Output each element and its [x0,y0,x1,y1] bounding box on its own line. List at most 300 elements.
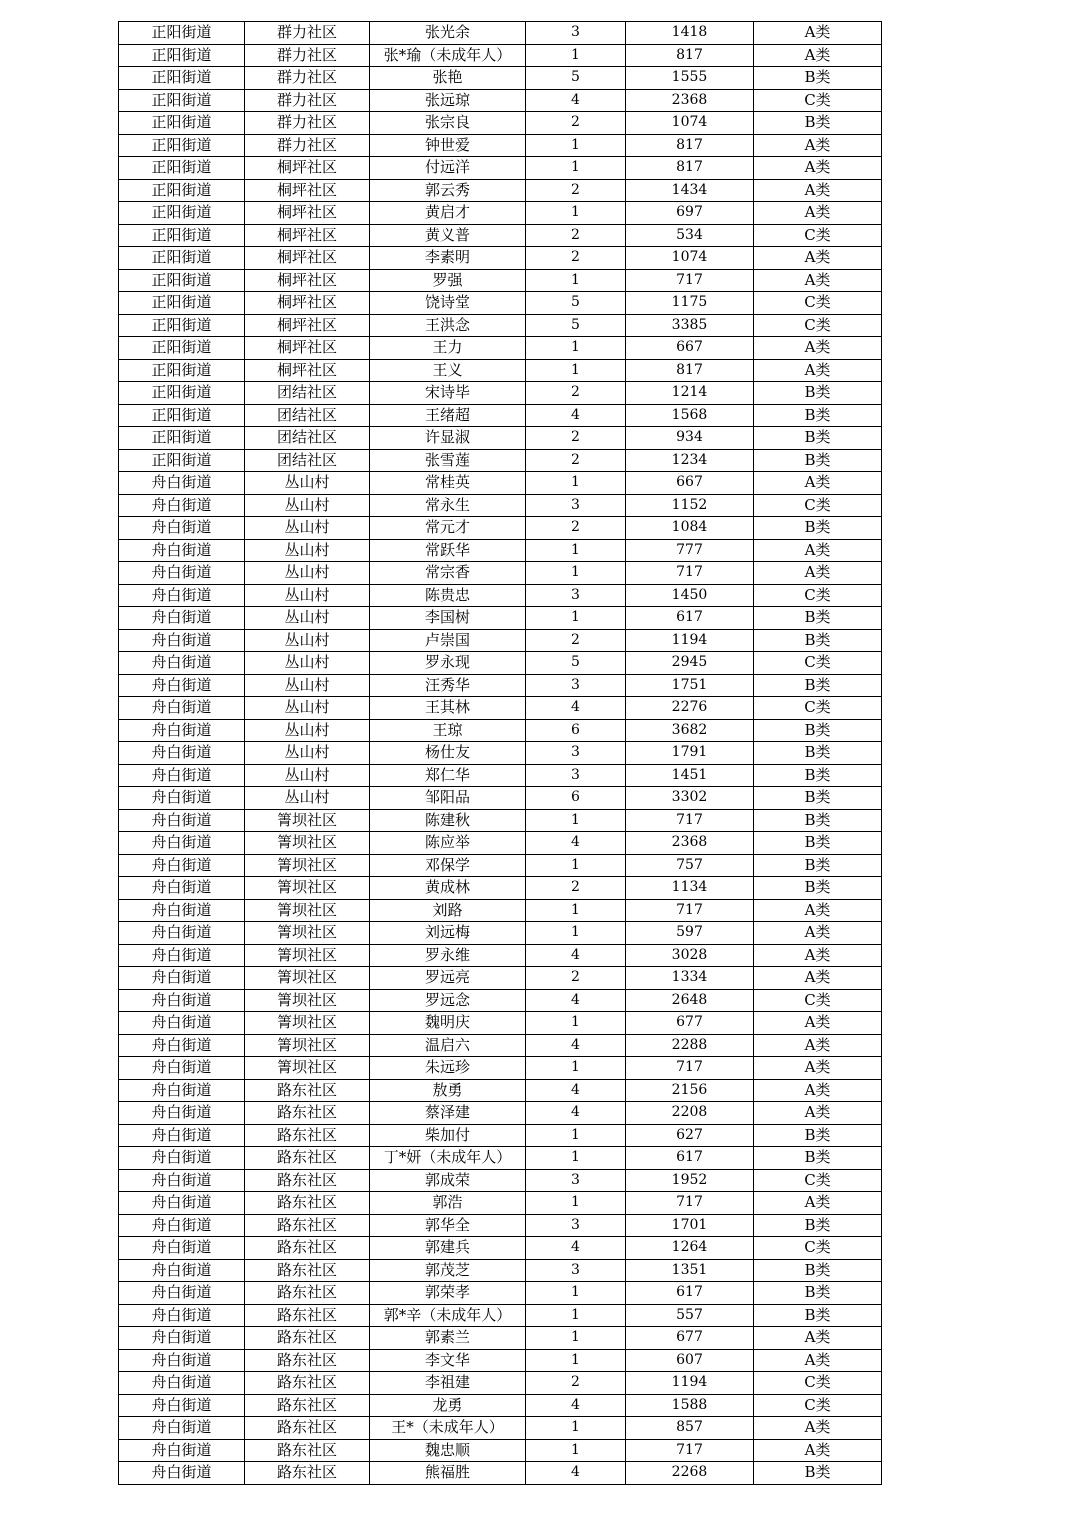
name-cell: 王力 [370,337,526,360]
table-row [119,1192,882,1215]
household-size-cell: 1 [526,337,626,360]
community-cell: 箐坝社区 [245,1012,370,1035]
name-cell: 杨仕友 [370,742,526,765]
household-size-cell: 3 [526,764,626,787]
name-cell: 罗永维 [370,944,526,967]
household-size-cell: 1 [526,1327,626,1350]
category-cell: B类 [754,674,882,697]
table-row [119,652,882,675]
household-size-cell: 4 [526,944,626,967]
household-size-cell: 1 [526,1417,626,1440]
name-cell: 李文华 [370,1349,526,1372]
community-cell: 桐坪社区 [245,247,370,270]
name-cell: 张艳 [370,67,526,90]
table-row [119,742,882,765]
community-cell: 路东社区 [245,1079,370,1102]
table-row [119,404,882,427]
household-size-cell: 1 [526,922,626,945]
amount-cell: 3028 [626,944,754,967]
street-cell: 舟白街道 [119,1304,245,1327]
category-cell: B类 [754,1214,882,1237]
name-cell: 刘远梅 [370,922,526,945]
name-cell: 温启六 [370,1034,526,1057]
amount-cell: 817 [626,157,754,180]
community-cell: 丛山村 [245,742,370,765]
community-cell: 群力社区 [245,112,370,135]
name-cell: 黄成林 [370,877,526,900]
street-cell: 舟白街道 [119,809,245,832]
category-cell: B类 [754,1304,882,1327]
household-size-cell: 2 [526,382,626,405]
street-cell: 舟白街道 [119,1124,245,1147]
household-size-cell: 2 [526,449,626,472]
category-cell: A类 [754,1439,882,1462]
street-cell: 舟白街道 [119,652,245,675]
amount-cell: 717 [626,269,754,292]
household-size-cell: 1 [526,809,626,832]
table-row [119,382,882,405]
table-row [119,1417,882,1440]
household-size-cell: 2 [526,517,626,540]
amount-cell: 817 [626,134,754,157]
name-cell: 宋诗毕 [370,382,526,405]
category-cell: C类 [754,584,882,607]
community-cell: 路东社区 [245,1327,370,1350]
street-cell: 正阳街道 [119,202,245,225]
name-cell: 柴加付 [370,1124,526,1147]
category-cell: A类 [754,539,882,562]
community-cell: 桐坪社区 [245,202,370,225]
category-cell: B类 [754,449,882,472]
name-cell: 王其林 [370,697,526,720]
community-cell: 路东社区 [245,1349,370,1372]
amount-cell: 717 [626,1439,754,1462]
street-cell: 舟白街道 [119,1102,245,1125]
community-cell: 箐坝社区 [245,967,370,990]
community-cell: 路东社区 [245,1394,370,1417]
amount-cell: 1568 [626,404,754,427]
name-cell: 陈应举 [370,832,526,855]
street-cell: 舟白街道 [119,832,245,855]
household-size-cell: 6 [526,719,626,742]
street-cell: 舟白街道 [119,719,245,742]
table-row [119,1304,882,1327]
household-size-cell: 4 [526,404,626,427]
amount-cell: 1074 [626,247,754,270]
community-cell: 丛山村 [245,719,370,742]
category-cell: B类 [754,607,882,630]
category-cell: B类 [754,427,882,450]
amount-cell: 607 [626,1349,754,1372]
community-cell: 丛山村 [245,584,370,607]
name-cell: 魏明庆 [370,1012,526,1035]
table-row [119,1214,882,1237]
household-size-cell: 1 [526,539,626,562]
community-cell: 路东社区 [245,1147,370,1170]
amount-cell: 1234 [626,449,754,472]
street-cell: 舟白街道 [119,517,245,540]
community-cell: 群力社区 [245,44,370,67]
amount-cell: 1134 [626,877,754,900]
name-cell: 张远琼 [370,89,526,112]
name-cell: 郑仁华 [370,764,526,787]
name-cell: 汪秀华 [370,674,526,697]
category-cell: A类 [754,922,882,945]
community-cell: 丛山村 [245,787,370,810]
amount-cell: 677 [626,1012,754,1035]
table-row [119,719,882,742]
community-cell: 路东社区 [245,1102,370,1125]
community-cell: 路东社区 [245,1282,370,1305]
community-cell: 团结社区 [245,449,370,472]
category-cell: B类 [754,1462,882,1485]
amount-cell: 1952 [626,1169,754,1192]
table-body [119,22,882,1485]
community-cell: 路东社区 [245,1439,370,1462]
household-size-cell: 1 [526,359,626,382]
household-size-cell: 5 [526,292,626,315]
street-cell: 正阳街道 [119,67,245,90]
name-cell: 郭成荣 [370,1169,526,1192]
category-cell: C类 [754,1237,882,1260]
amount-cell: 717 [626,562,754,585]
name-cell: 蔡泽建 [370,1102,526,1125]
household-size-cell: 2 [526,967,626,990]
household-size-cell: 3 [526,494,626,517]
category-cell: C类 [754,1372,882,1395]
name-cell: 罗远念 [370,989,526,1012]
street-cell: 舟白街道 [119,562,245,585]
table-row [119,922,882,945]
amount-cell: 2648 [626,989,754,1012]
household-size-cell: 4 [526,1462,626,1485]
household-size-cell: 4 [526,1102,626,1125]
community-cell: 群力社区 [245,22,370,45]
amount-cell: 1791 [626,742,754,765]
table-row [119,134,882,157]
table-row [119,1349,882,1372]
household-size-cell: 2 [526,877,626,900]
household-size-cell: 1 [526,1192,626,1215]
category-cell: A类 [754,1327,882,1350]
amount-cell: 1175 [626,292,754,315]
category-cell: A类 [754,337,882,360]
name-cell: 李祖建 [370,1372,526,1395]
table-row [119,89,882,112]
name-cell: 罗强 [370,269,526,292]
street-cell: 正阳街道 [119,292,245,315]
street-cell: 舟白街道 [119,584,245,607]
street-cell: 正阳街道 [119,427,245,450]
amount-cell: 1214 [626,382,754,405]
name-cell: 张*瑜（未成年人） [370,44,526,67]
category-cell: C类 [754,89,882,112]
amount-cell: 1084 [626,517,754,540]
household-size-cell: 2 [526,179,626,202]
community-cell: 丛山村 [245,652,370,675]
amount-cell: 757 [626,854,754,877]
name-cell: 敖勇 [370,1079,526,1102]
household-size-cell: 3 [526,584,626,607]
category-cell: A类 [754,1034,882,1057]
street-cell: 舟白街道 [119,697,245,720]
household-size-cell: 2 [526,224,626,247]
amount-cell: 1418 [626,22,754,45]
community-cell: 桐坪社区 [245,157,370,180]
table-row [119,269,882,292]
name-cell: 王义 [370,359,526,382]
community-cell: 丛山村 [245,607,370,630]
household-size-cell: 1 [526,607,626,630]
community-cell: 箐坝社区 [245,922,370,945]
table-row [119,179,882,202]
community-cell: 路东社区 [245,1462,370,1485]
street-cell: 舟白街道 [119,967,245,990]
amount-cell: 1152 [626,494,754,517]
street-cell: 正阳街道 [119,134,245,157]
category-cell: A类 [754,944,882,967]
household-size-cell: 2 [526,427,626,450]
amount-cell: 667 [626,472,754,495]
name-cell: 郭荣孝 [370,1282,526,1305]
name-cell: 付远洋 [370,157,526,180]
household-size-cell: 2 [526,1372,626,1395]
category-cell: B类 [754,382,882,405]
name-cell: 邹阳品 [370,787,526,810]
category-cell: B类 [754,112,882,135]
street-cell: 舟白街道 [119,1439,245,1462]
street-cell: 正阳街道 [119,269,245,292]
table-row [119,67,882,90]
table-row [119,1012,882,1035]
category-cell: C类 [754,652,882,675]
community-cell: 桐坪社区 [245,179,370,202]
street-cell: 舟白街道 [119,1462,245,1485]
name-cell: 朱远珍 [370,1057,526,1080]
table-row [119,809,882,832]
household-size-cell: 2 [526,629,626,652]
street-cell: 舟白街道 [119,1214,245,1237]
name-cell: 郭茂芝 [370,1259,526,1282]
amount-cell: 617 [626,1282,754,1305]
community-cell: 团结社区 [245,427,370,450]
table-row [119,292,882,315]
name-cell: 郭建兵 [370,1237,526,1260]
household-size-cell: 3 [526,742,626,765]
category-cell: B类 [754,1147,882,1170]
household-size-cell: 1 [526,1439,626,1462]
table-row [119,1079,882,1102]
household-size-cell: 5 [526,314,626,337]
name-cell: 罗永现 [370,652,526,675]
category-cell: B类 [754,787,882,810]
household-size-cell: 3 [526,22,626,45]
community-cell: 箐坝社区 [245,809,370,832]
street-cell: 舟白街道 [119,1417,245,1440]
category-cell: A类 [754,1192,882,1215]
amount-cell: 2276 [626,697,754,720]
category-cell: B类 [754,1259,882,1282]
name-cell: 常永生 [370,494,526,517]
name-cell: 李国树 [370,607,526,630]
table-row [119,1034,882,1057]
community-cell: 路东社区 [245,1417,370,1440]
table-row [119,989,882,1012]
table-row [119,1057,882,1080]
amount-cell: 717 [626,899,754,922]
amount-cell: 1434 [626,179,754,202]
amount-cell: 1264 [626,1237,754,1260]
community-cell: 箐坝社区 [245,877,370,900]
category-cell: A类 [754,157,882,180]
community-cell: 桐坪社区 [245,337,370,360]
community-cell: 群力社区 [245,67,370,90]
category-cell: A类 [754,562,882,585]
amount-cell: 1588 [626,1394,754,1417]
table-row [119,337,882,360]
amount-cell: 1334 [626,967,754,990]
name-cell: 郭云秀 [370,179,526,202]
street-cell: 舟白街道 [119,1147,245,1170]
table-row [119,1394,882,1417]
amount-cell: 2156 [626,1079,754,1102]
community-cell: 箐坝社区 [245,989,370,1012]
household-size-cell: 3 [526,1259,626,1282]
amount-cell: 2208 [626,1102,754,1125]
name-cell: 常跃华 [370,539,526,562]
name-cell: 王琼 [370,719,526,742]
table-row [119,1124,882,1147]
community-cell: 路东社区 [245,1192,370,1215]
name-cell: 黄启才 [370,202,526,225]
category-cell: C类 [754,1394,882,1417]
street-cell: 舟白街道 [119,494,245,517]
name-cell: 郭浩 [370,1192,526,1215]
category-cell: A类 [754,899,882,922]
name-cell: 钟世爱 [370,134,526,157]
street-cell: 舟白街道 [119,1237,245,1260]
street-cell: 正阳街道 [119,89,245,112]
amount-cell: 717 [626,1057,754,1080]
amount-cell: 1194 [626,629,754,652]
category-cell: A类 [754,359,882,382]
community-cell: 箐坝社区 [245,944,370,967]
table-row [119,517,882,540]
community-cell: 桐坪社区 [245,269,370,292]
name-cell: 张宗良 [370,112,526,135]
category-cell: A类 [754,1102,882,1125]
category-cell: C类 [754,1169,882,1192]
category-cell: B类 [754,1282,882,1305]
household-size-cell: 6 [526,787,626,810]
household-size-cell: 4 [526,1394,626,1417]
community-cell: 桐坪社区 [245,224,370,247]
amount-cell: 3682 [626,719,754,742]
table-row [119,1102,882,1125]
street-cell: 舟白街道 [119,539,245,562]
name-cell: 郭素兰 [370,1327,526,1350]
name-cell: 邓保学 [370,854,526,877]
category-cell: C类 [754,697,882,720]
amount-cell: 597 [626,922,754,945]
household-size-cell: 1 [526,1147,626,1170]
table-row [119,1439,882,1462]
category-cell: A类 [754,472,882,495]
street-cell: 正阳街道 [119,112,245,135]
community-cell: 路东社区 [245,1304,370,1327]
community-cell: 桐坪社区 [245,314,370,337]
street-cell: 舟白街道 [119,629,245,652]
amount-cell: 934 [626,427,754,450]
table-row [119,22,882,45]
category-cell: A类 [754,967,882,990]
community-cell: 团结社区 [245,404,370,427]
street-cell: 舟白街道 [119,1057,245,1080]
name-cell: 王*（未成年人） [370,1417,526,1440]
household-size-cell: 5 [526,652,626,675]
category-cell: A类 [754,1012,882,1035]
category-cell: A类 [754,44,882,67]
community-cell: 群力社区 [245,134,370,157]
table-row [119,967,882,990]
category-cell: B类 [754,742,882,765]
amount-cell: 3385 [626,314,754,337]
table-row [119,697,882,720]
amount-cell: 617 [626,607,754,630]
category-cell: C类 [754,989,882,1012]
amount-cell: 717 [626,1192,754,1215]
amount-cell: 2368 [626,832,754,855]
community-cell: 箐坝社区 [245,899,370,922]
community-cell: 丛山村 [245,562,370,585]
street-cell: 舟白街道 [119,472,245,495]
name-cell: 熊福胜 [370,1462,526,1485]
category-cell: B类 [754,719,882,742]
street-cell: 舟白街道 [119,944,245,967]
name-cell: 魏忠顺 [370,1439,526,1462]
name-cell: 王洪念 [370,314,526,337]
amount-cell: 627 [626,1124,754,1147]
table-row [119,427,882,450]
street-cell: 舟白街道 [119,1282,245,1305]
community-cell: 路东社区 [245,1124,370,1147]
name-cell: 常桂英 [370,472,526,495]
community-cell: 箐坝社区 [245,1034,370,1057]
community-cell: 箐坝社区 [245,832,370,855]
amount-cell: 1555 [626,67,754,90]
community-cell: 路东社区 [245,1169,370,1192]
category-cell: A类 [754,1349,882,1372]
category-cell: C类 [754,224,882,247]
amount-cell: 817 [626,44,754,67]
household-size-cell: 4 [526,989,626,1012]
street-cell: 舟白街道 [119,989,245,1012]
street-cell: 舟白街道 [119,674,245,697]
street-cell: 正阳街道 [119,44,245,67]
street-cell: 舟白街道 [119,1079,245,1102]
amount-cell: 2288 [626,1034,754,1057]
name-cell: 王绪超 [370,404,526,427]
amount-cell: 1751 [626,674,754,697]
street-cell: 正阳街道 [119,337,245,360]
table-row [119,1462,882,1485]
table-row [119,1259,882,1282]
table-row [119,449,882,472]
table-row [119,607,882,630]
amount-cell: 1451 [626,764,754,787]
community-cell: 桐坪社区 [245,292,370,315]
household-size-cell: 1 [526,1349,626,1372]
